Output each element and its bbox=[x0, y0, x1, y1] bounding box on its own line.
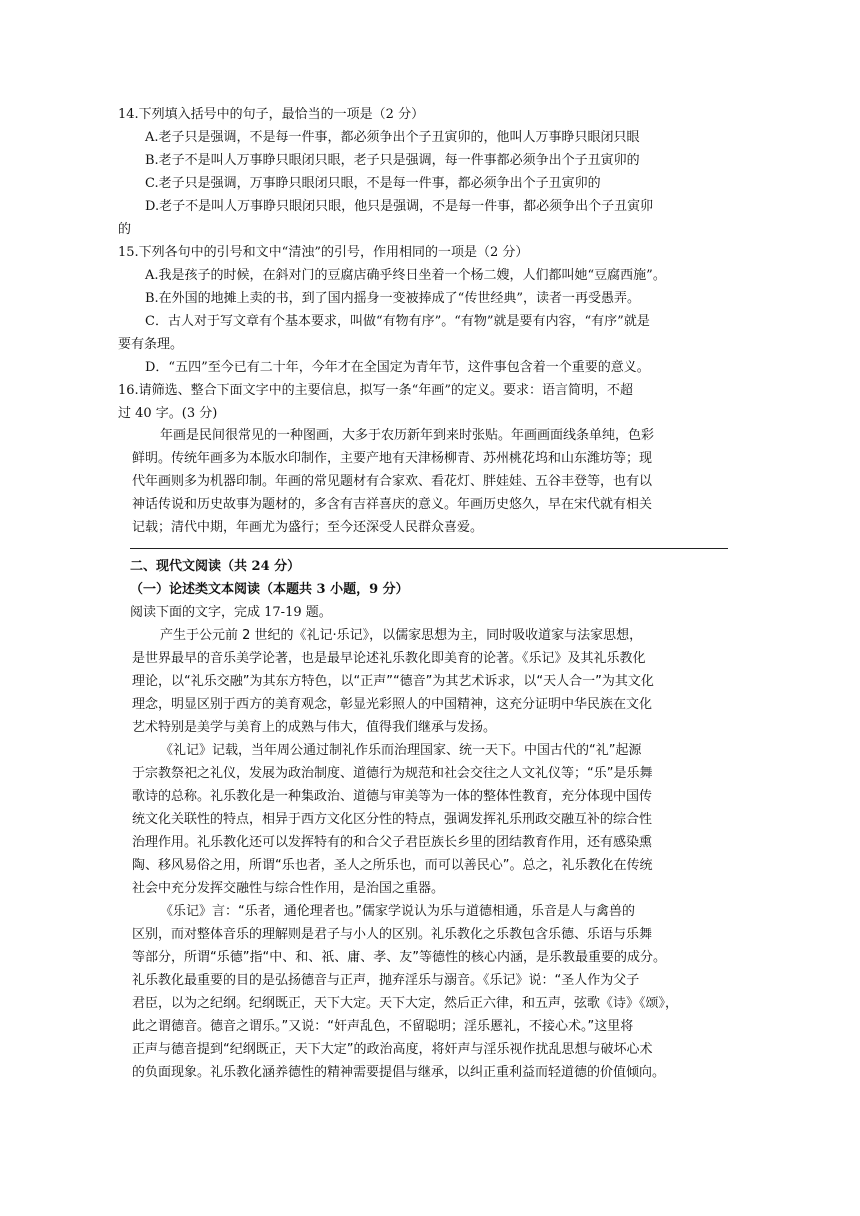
article-line: 社会中充分发挥交融性与综合性作用，是治国之重器。 bbox=[132, 881, 445, 896]
article-line: 《礼记》记载，当年周公通过制礼作乐而治理国家、统一天下。中国古代的“礼”起源 bbox=[160, 743, 642, 758]
question-15-stem: 15.下列各句中的引号和文中“清浊”的引号，作用相同的一项是（2 分） bbox=[118, 245, 529, 260]
section-2-title: 二、现代文阅读（共 24 分） bbox=[130, 559, 301, 574]
article-line: 正声与德音提到“纪纲既正，天下大定”的政治高度，将奸声与淫乐视作扰乱思想与破坏心术 bbox=[132, 1042, 653, 1057]
article-line: 产生于公元前 2 世纪的《礼记·乐记》，以儒家思想为主，同时吸收道家与法家思想， bbox=[160, 628, 643, 643]
article-line: 艺术特别是美学与美育上的成熟与伟大，值得我们继承与发扬。 bbox=[132, 720, 497, 735]
reading-instruction: 阅读下面的文字，完成 17-19 题。 bbox=[130, 605, 332, 620]
question-14-option-b: B.老子不是叫人万事睁只眼闭只眼，老子只是强调，每一件事都必须争出个子丑寅卯的 bbox=[145, 153, 640, 168]
section-2-subtitle: （一）论述类文本阅读（本题共 3 小题，9 分） bbox=[130, 582, 409, 597]
nianhua-passage-line: 鲜明。传统年画多为本版水印制作，主要产地有天津杨柳青、苏州桃花坞和山东潍坊等；现 bbox=[132, 451, 653, 466]
section-divider bbox=[130, 548, 728, 549]
article-line: 理念，明显区别于西方的美育观念，彰显光彩照人的中国精神，这充分证明中华民族在文化 bbox=[132, 697, 653, 712]
article-line: 的负面现象。礼乐教化涵养德性的精神需要提倡与继承，以纠正重利益而轻道德的价值倾向。 bbox=[132, 1065, 666, 1080]
question-15-option-b: B.在外国的地摊上卖的书，到了国内摇身一变被捧成了“传世经典”，读者一再受愚弄。 bbox=[145, 291, 640, 306]
question-15-option-c: C．古人对于写文章有个基本要求，叫做“有物有序”。“有物”就是要有内容，“有序”就是 bbox=[145, 314, 650, 329]
article-line: 陶、移风易俗之用，所谓“乐也者，圣人之所乐也，而可以善民心”。总之，礼乐教化在传统 bbox=[132, 858, 653, 873]
article-line: 统文化关联性的特点，相异于西方文化区分性的特点，强调发挥礼乐刑政交融互补的综合性 bbox=[132, 812, 653, 827]
question-16-stem: 16.请筛选、整合下面文字中的主要信息，拟写一条“年画”的定义。要求：语言简明，不超 bbox=[118, 383, 633, 398]
question-14-option-d: D.老子不是叫人万事睁只眼闭只眼，他只是强调，不是每一件事，都必须争出个子丑寅卯 bbox=[145, 199, 654, 214]
article-line: 区别，而对整体音乐的理解则是君子与小人的区别。礼乐教化之乐教包含乐德、乐语与乐舞 bbox=[132, 927, 653, 942]
question-14-stem: 14.下列填入括号中的句子，最恰当的一项是（2 分） bbox=[118, 107, 425, 122]
nianhua-passage-line: 代年画则多为机器印制。年画的常见题材有合家欢、看花灯、胖娃娃、五谷丰登等，也有以 bbox=[132, 474, 653, 489]
article-line: 治理作用。礼乐教化还可以发挥特有的和合父子君臣族长乡里的团结教育作用，还有感染熏 bbox=[132, 835, 653, 850]
question-16-stem-cont: 过 40 字。(3 分) bbox=[118, 406, 218, 421]
question-14-option-a: A.老子只是强调，不是每一件事，都必须争出个子丑寅卯的，他叫人万事睁只眼闭只眼 bbox=[145, 130, 640, 145]
article-line: 是世界最早的音乐美学论著，也是最早论述礼乐教化即美育的论著。《乐记》及其礼乐教化 bbox=[132, 651, 646, 666]
nianhua-passage-line: 记载；清代中期，年画尤为盛行；至今还深受人民群众喜爱。 bbox=[132, 520, 484, 535]
article-line: 《乐记》言：“乐者，通伦理者也。”儒家学说认为乐与道德相通，乐音是人与禽兽的 bbox=[160, 904, 635, 919]
article-line: 此之谓德音。德音之谓乐。”又说：“奸声乱色，不留聪明；淫乐慝礼，不接心术。”这里将 bbox=[132, 1019, 634, 1034]
article-line: 于宗教祭祀之礼仪，发展为政治制度、道德行为规范和社会交往之人文礼仪等；“乐”是乐舞 bbox=[132, 766, 653, 781]
nianhua-passage-line: 神话传说和历史故事为题材的，多含有吉祥喜庆的意义。年画历史悠久，早在宋代就有相关 bbox=[132, 497, 653, 512]
nianhua-passage-line: 年画是民间很常见的一种图画，大多于农历新年到来时张贴。年画画面线条单纯，色彩 bbox=[160, 428, 655, 443]
article-line: 等部分，所谓“乐德”指“中、和、祇、庸、孝、友”等德性的核心内涵，是乐教最重要的成分。 bbox=[132, 950, 666, 965]
article-line: 礼乐教化最重要的目的是弘扬德音与正声，抛弃淫乐与溺音。《乐记》说：“圣人作为父子 bbox=[132, 973, 640, 988]
question-15-option-d: D．“五四”至今已有二十年，今年才在全国定为青年节，这件事包含着一个重要的意义。 bbox=[145, 360, 650, 375]
question-15-option-c-cont: 要有条理。 bbox=[118, 337, 184, 352]
article-line: 君臣，以为之纪纲。纪纲既正，天下大定。天下大定，然后正六律，和五声，弦歌《诗》《颂》， bbox=[132, 996, 679, 1011]
question-14-option-c: C.老子只是强调，万事睁只眼闭只眼，不是每一件事，都必须争出个子丑寅卯的 bbox=[145, 176, 601, 191]
question-14-option-d-cont: 的 bbox=[118, 222, 132, 237]
article-line: 理论，以“礼乐交融”为其东方特色，以“正声”“德音”为其艺术诉求，以“天人合一”为其文化 bbox=[132, 674, 654, 689]
article-line: 歌诗的总称。礼乐教化是一种集政治、道德与审美等为一体的整体性教育，充分体现中国传 bbox=[132, 789, 653, 804]
question-15-option-a: A.我是孩子的时候，在斜对门的豆腐店确乎终日坐着一个杨二嫂，人们都叫她“豆腐西施”。 bbox=[145, 268, 666, 283]
